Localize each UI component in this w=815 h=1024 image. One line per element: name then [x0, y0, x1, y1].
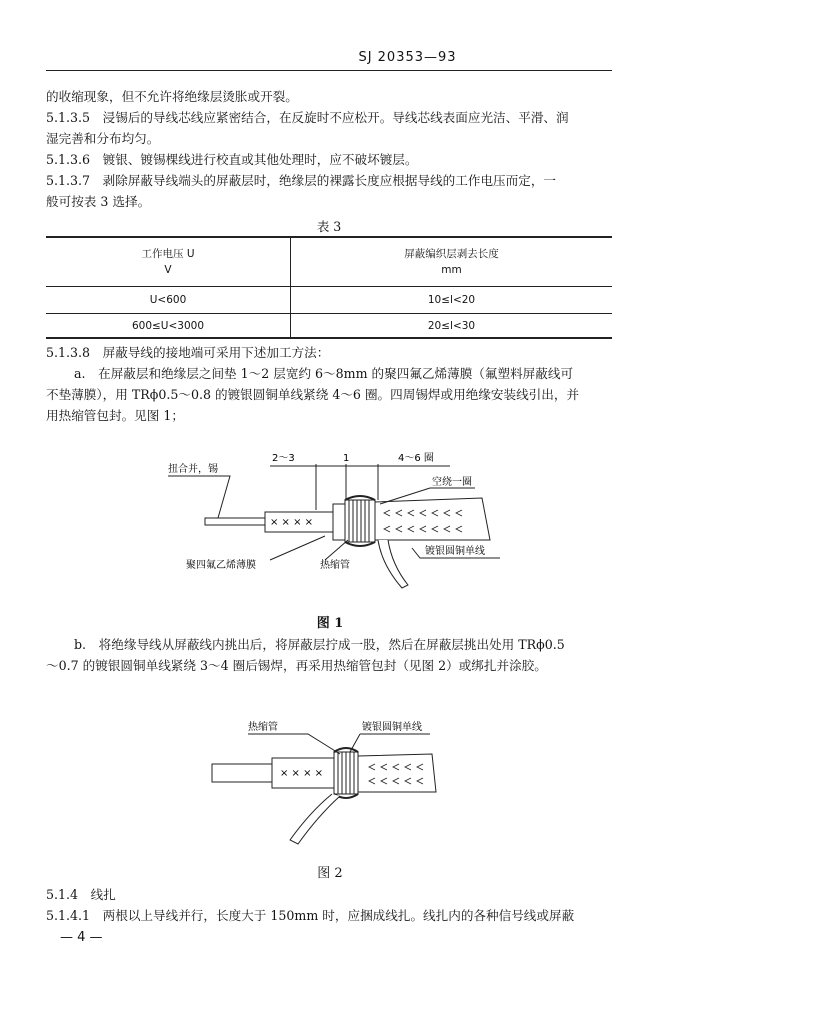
header-length-unit: mm: [441, 264, 462, 276]
table-header-row: [46, 237, 612, 287]
clause-5-1-4-1: 5.1.4.1 两根以上导线并行，长度大于 150mm 时，应捆成线扎。线扎内的各种信号线或屏蔽: [46, 908, 575, 923]
clause-5-1-3-5-line2: 湿完善和分布均匀。: [46, 131, 160, 146]
braid-pigtail: [290, 794, 340, 844]
clause-5-1-3-6: 5.1.3.6 镀银、镀锡棵线进行校直或其他处理时，应不破坏镀层。: [46, 152, 418, 167]
table-header-length: [291, 237, 613, 287]
cell-voltage: 600≤U<3000: [46, 314, 291, 339]
paragraph-continuation: 的收缩现象，但不允许将绝缘层烫胀或开裂。: [46, 89, 298, 104]
table-title: 表 3: [316, 219, 342, 234]
label-twist-tin: 扭合并，锡: [168, 464, 218, 475]
cell-length: 10≤l<20: [291, 287, 613, 314]
wire-winding: [345, 496, 375, 546]
label-shield-marks: × × × ×: [270, 517, 314, 528]
table-row: [46, 287, 612, 314]
insulation-section: [212, 764, 272, 782]
figure-1-drawing: [120, 440, 520, 600]
method-b-line1: b. 将绝缘导线从屏蔽线内挑出后，将屏蔽层拧成一股，然后在屏蔽层挑出处用 TRϕ0.5: [74, 637, 565, 652]
document-number: SJ 20353—93: [358, 50, 457, 65]
figure-2-caption: 图 2: [317, 866, 343, 881]
table-row: [46, 314, 612, 339]
section-5-1-4-heading: 5.1.4 线扎: [46, 887, 116, 902]
label-silver-wire: 镀银圆铜单线: [362, 722, 422, 733]
lead-out-wire: [378, 540, 408, 588]
label-dim-4-6: 4～6 圈: [398, 453, 434, 464]
label-heat-shrink: 热缩管: [248, 722, 278, 733]
label-shield-marks: × × × ×: [280, 768, 324, 779]
bare-conductor: [205, 518, 265, 525]
label-heat-shrink: 热缩管: [320, 560, 350, 571]
method-b-line2: ～0.7 的镀银圆铜单线紧绕 3～4 圈后锡焊，再采用热缩管包封（见图 2）或绑扎并涂胶。: [46, 658, 547, 673]
figure-1-caption: 图 1: [316, 616, 344, 631]
label-dim-1: 1: [343, 453, 350, 464]
clause-5-1-3-7-line2: 般可按表 3 选择。: [46, 194, 151, 209]
voltage-strip-length-table: [46, 236, 612, 339]
header-voltage-label: 工作电压 U: [141, 248, 195, 260]
clause-5-1-3-8: 5.1.3.8 屏蔽导线的接地端可采用下述加工方法：: [46, 345, 330, 360]
clause-5-1-3-5-line1: 5.1.3.5 浸锡后的导线芯线应紧密结合，在反旋时不应松开。导线芯线表面应光洁、平滑、润: [46, 110, 569, 125]
method-a-line1: a. 在屏蔽层和绝缘层之间垫 1～2 层宽约 6～8mm 的聚四氟乙烯薄膜（氟塑料屏蔽线可: [74, 366, 574, 381]
header-length-label: 屏蔽编织层剥去长度: [404, 248, 499, 260]
clause-5-1-3-7-line1: 5.1.3.7 剥除屏蔽导线端头的屏蔽层时，绝缘层的裸露长度应根据导线的工作电压而定，一: [46, 173, 557, 188]
page-number: — 4 —: [60, 930, 103, 945]
cell-length: 20≤l<30: [291, 314, 613, 339]
header-voltage-unit: V: [164, 264, 172, 276]
label-silver-wire: 镀银圆铜单线: [425, 546, 485, 557]
method-a-line3: 用热缩管包封。见图 1；: [46, 408, 184, 423]
wire-winding: [334, 748, 358, 798]
shielded-cable: [375, 498, 490, 540]
header-rule: [46, 70, 612, 71]
label-empty-turn: 空绕一圈: [432, 477, 472, 488]
shielded-cable: [358, 754, 436, 792]
label-ptfe-film: 聚四氟乙烯薄膜: [186, 560, 256, 571]
table-header-voltage: [46, 237, 291, 287]
cell-voltage: U<600: [46, 287, 291, 314]
label-dim-2-3: 2～3: [272, 453, 295, 464]
figure-2-drawing: [200, 712, 460, 852]
method-a-line2: 不垫薄膜），用 TRϕ0.5～0.8 的镀银圆铜单线紧绕 4～6 圈。四周锡焊或用绝缘安装线引出，并: [46, 387, 580, 402]
